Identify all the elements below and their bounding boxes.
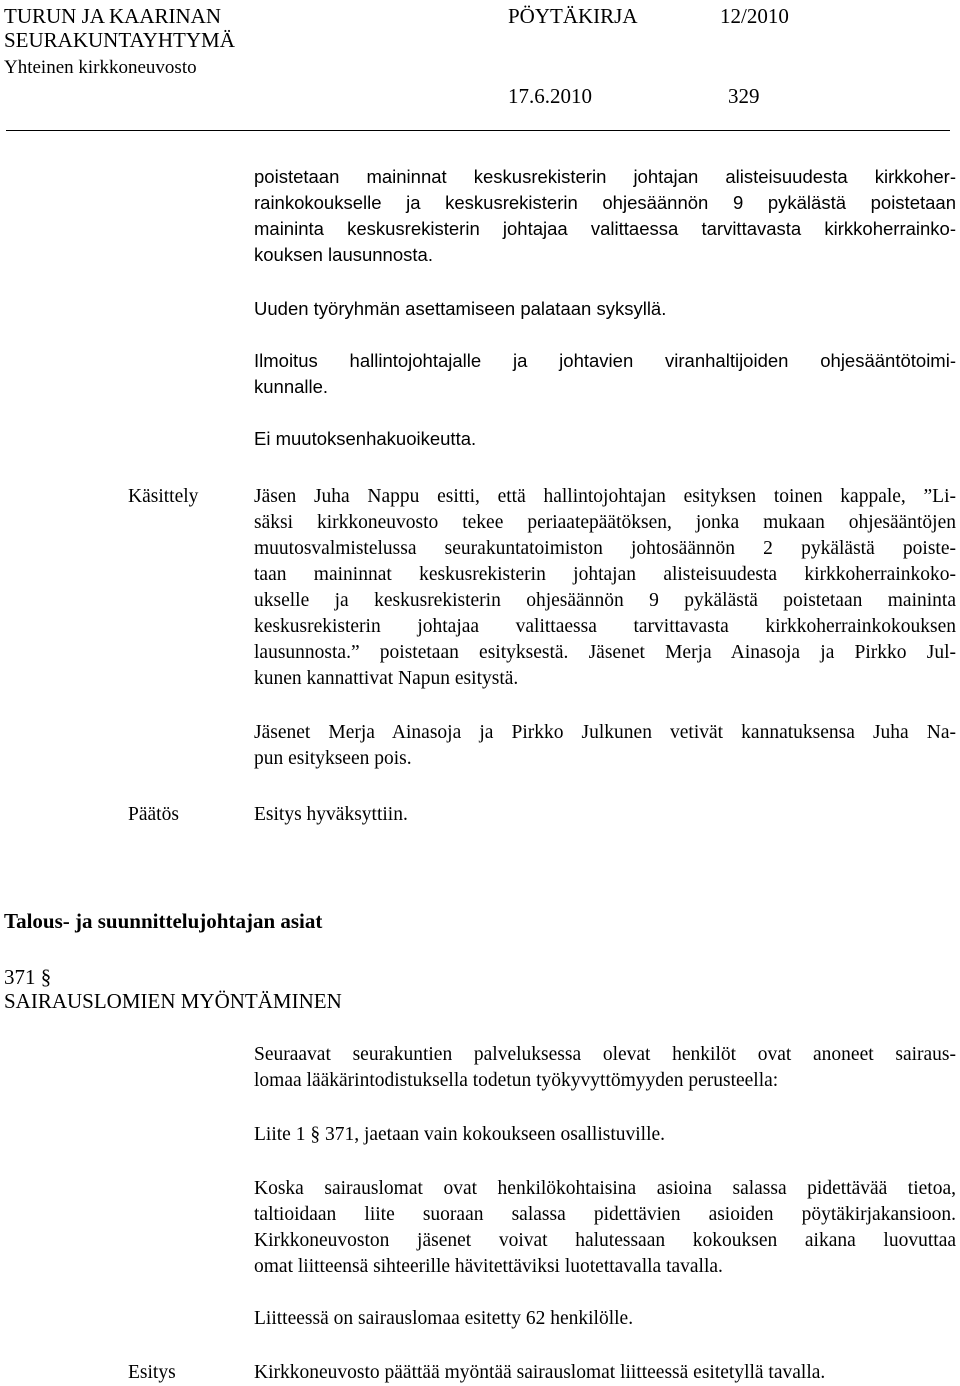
text-line: poistetaan maininnat keskusrekisterin johtajan alisteisuudesta kirkkoher- [254, 166, 956, 187]
item-number: 371 § [4, 965, 52, 989]
text-line: taan maininnat keskusrekisterin johtajan alisteisuudesta kirkkoherrainkoko- [254, 564, 956, 585]
sick-leave-intro-paragraph [254, 1042, 956, 1094]
header-rule [6, 130, 950, 131]
text-line: Jäsenet Merja Ainasoja ja Pirkko Julkunen vetivät kannatuksensa Juha Na- [254, 722, 956, 743]
text-line: kunnalle. [254, 376, 329, 397]
org-name-line2: SEURAKUNTAYHTYMÄ [4, 28, 235, 52]
item-title: SAIRAUSLOMIEN MYÖNTÄMINEN [4, 989, 342, 1013]
text-line: taltioidaan liite suoraan salassa pidettävien asioiden pöytäkirjakansioon. [254, 1204, 956, 1225]
paatos-label: Päätös [128, 804, 179, 825]
text-line: kunen kannattivat Napun esitystä. [254, 668, 519, 689]
body-name: Yhteinen kirkkoneuvosto [4, 57, 197, 78]
kasittely-label: Käsittely [128, 486, 199, 507]
confidentiality-paragraph [254, 1176, 956, 1280]
doc-type: PÖYTÄKIRJA [508, 4, 638, 28]
doc-number: 12/2010 [720, 4, 789, 28]
text-line: omat liitteensä sihteerille hävitettäviksi luotettavalla tavalla. [254, 1256, 723, 1277]
text-line: keskusrekisterin johtajaa valittaessa tarvittavasta kirkkoherrainkokouksen [254, 616, 956, 637]
text-line: lausunnosta.” poistetaan esityksestä. Jäsenet Merja Ainasoja ja Pirkko Jul- [254, 642, 956, 663]
section-heading: Talous- ja suunnittelujohtajan asiat [4, 909, 323, 933]
text-line: Koska sairauslomat ovat henkilökohtaisina asioina salassa pidettävää tietoa, [254, 1178, 956, 1199]
text-line: Ilmoitus hallintojohtajalle ja johtavien viranhaltijoiden ohjesääntötoimi- [254, 350, 956, 371]
text-line: muutosvalmistelussa seurakuntatoimiston johtosäännön 2 pykälästä poiste- [254, 538, 956, 559]
attachment-paragraph: Liite 1 § 371, jaetaan vain kokoukseen osallistuville. [254, 1124, 666, 1145]
text-line: maininta keskusrekisterin johtajaa valittaessa tarvittavasta kirkkoherrainko- [254, 218, 956, 239]
meeting-date: 17.6.2010 [508, 84, 592, 108]
text-line: pun esitykseen pois. [254, 748, 412, 769]
new-working-group-paragraph: Uuden työryhmän asettamiseen palataan syksyllä. [254, 298, 667, 319]
esitys-text: Kirkkoneuvosto päättää myöntää sairauslomat liitteessä esitetyllä tavalla. [254, 1362, 826, 1383]
text-line: Seuraavat seurakuntien palveluksessa olevat henkilöt ovat anoneet sairaus- [254, 1044, 956, 1065]
page-number: 329 [728, 84, 760, 108]
text-line: rainkokoukselle ja keskusrekisterin ohjesäännön 9 pykälästä poistetaan [254, 192, 956, 213]
text-line: säksi kirkkoneuvosto tekee periaatepäätöksen, jonka mukaan ohjesääntöjen [254, 512, 956, 533]
paatos-text: Esitys hyväksyttiin. [254, 804, 408, 825]
text-line: ukselle ja keskusrekisterin ohjesäännön 9 pykälästä poistetaan maininta [254, 590, 956, 611]
esitys-label: Esitys [128, 1362, 176, 1383]
text-line: lomaa lääkärintodistuksella todetun työkyvyttömyyden perusteella: [254, 1070, 779, 1091]
notification-paragraph [254, 348, 956, 400]
kasittely-withdrawal-paragraph [254, 720, 956, 772]
attachment-count-paragraph: Liitteessä on sairauslomaa esitetty 62 henkilölle. [254, 1308, 634, 1329]
text-line: Kirkkoneuvoston jäsenet voivat halutessaan kokouksen aikana luovuttaa [254, 1230, 956, 1251]
continued-paragraph [254, 164, 956, 268]
no-appeal-paragraph: Ei muutoksenhakuoikeutta. [254, 428, 477, 449]
org-name-line1: TURUN JA KAARINAN [4, 4, 222, 28]
text-line: Jäsen Juha Nappu esitti, että hallintojohtajan esityksen toinen kappale, ”Li- [254, 486, 956, 507]
kasittely-paragraph [254, 484, 956, 692]
text-line: kouksen lausunnosta. [254, 244, 433, 265]
